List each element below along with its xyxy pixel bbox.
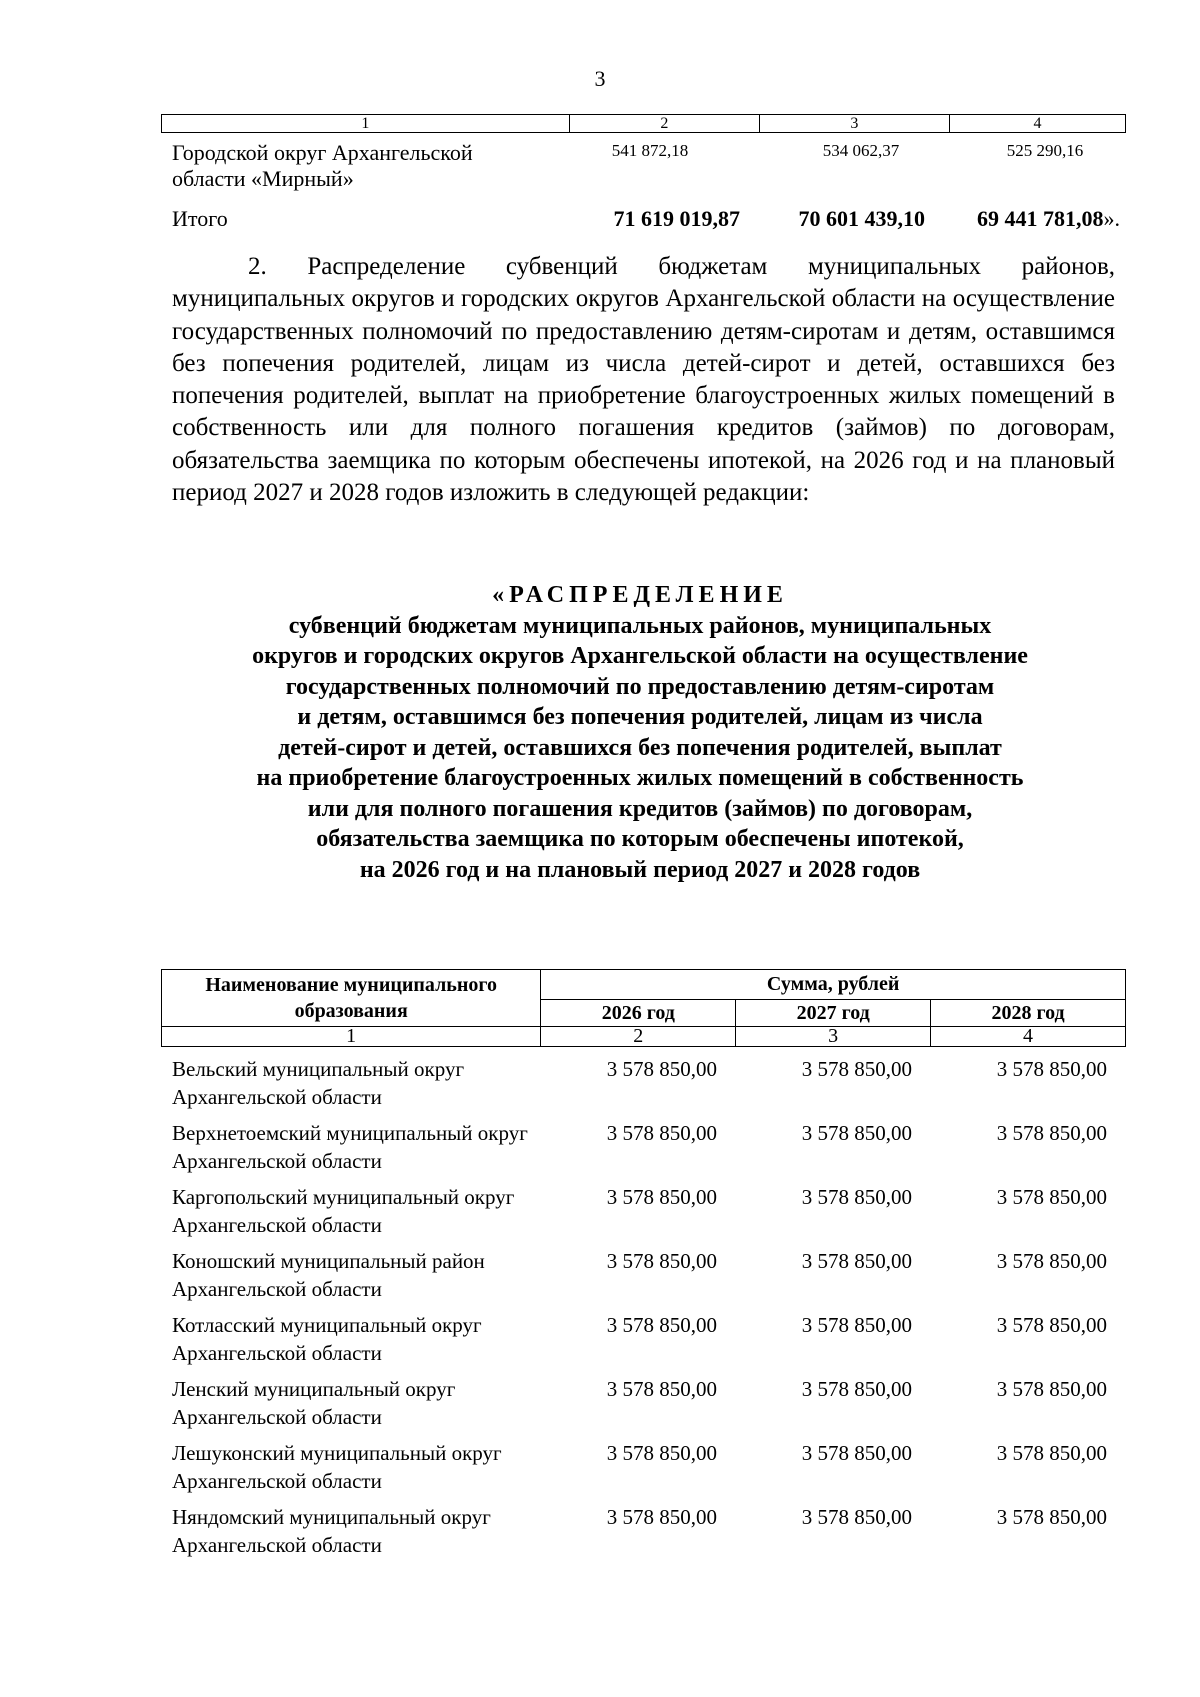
main-table-header [161,969,1126,1047]
header-year: 2026 год [541,1000,736,1027]
value-2026: 3 578 850,00 [606,1377,717,1401]
total-label: Итого [172,206,228,231]
col-number: 1 [162,115,570,133]
value-2028: 3 578 850,00 [996,1185,1107,1209]
title-line: округов и городских округов Архангельской области на осуществление [252,643,1028,669]
col-number: 4 [949,115,1125,133]
municipality-name: Каргопольский муниципальный округ Архангельской области [172,1185,515,1237]
top-row-2027: 534 062,37 [822,141,900,160]
total-2028-wrap [940,206,1120,232]
col-number: 2 [541,1027,736,1047]
municipality-name: Няндомский муниципальный округ Архангельской области [172,1505,491,1557]
value-2027: 3 578 850,00 [801,1377,912,1401]
municipality-name: Вельский муниципальный округ Архангельской области [172,1057,465,1109]
municipality-name: Коношский муниципальный район Архангельской области [172,1249,485,1301]
value-2027: 3 578 850,00 [801,1505,912,1529]
top-table-header [161,114,1126,133]
top-row-2026: 541 872,18 [611,141,689,160]
total-2026: 71 619 019,87 [613,206,740,231]
value-2028: 3 578 850,00 [996,1505,1107,1529]
municipality-name: Лешуконский муниципальный округ Архангельской области [172,1441,502,1493]
total-2027: 70 601 439,10 [798,206,925,231]
municipality-name: Котласский муниципальный округ Архангельской области [172,1313,482,1365]
total-suffix: ». [1103,206,1120,231]
title-line: обязательства заемщика по которым обеспечены ипотекой, [316,826,964,852]
title-line: на 2026 год и на плановый период 2027 и 2028 годов [359,856,921,883]
value-2027: 3 578 850,00 [801,1249,912,1273]
value-2028: 3 578 850,00 [996,1057,1107,1081]
value-2026: 3 578 850,00 [606,1057,717,1081]
value-2027: 3 578 850,00 [801,1121,912,1145]
value-2026: 3 578 850,00 [606,1185,717,1209]
title-line: детей-сирот и детей, оставшихся без попечения родителей, выплат [278,734,1002,761]
total-2028: 69 441 781,08 [977,206,1104,231]
title-heading: «РАСПРЕДЕЛЕНИЕ [492,582,788,608]
value-2027: 3 578 850,00 [801,1441,912,1465]
value-2027: 3 578 850,00 [801,1057,912,1081]
value-2026: 3 578 850,00 [606,1121,717,1145]
title-line: и детям, оставшимся без попечения родителей, лицам из числа [297,704,983,730]
title-line: на приобретение благоустроенных жилых помещений в собственность [256,765,1024,791]
col-number: 2 [569,115,759,133]
value-2028: 3 578 850,00 [996,1249,1107,1273]
value-2027: 3 578 850,00 [801,1313,912,1337]
col-number: 3 [759,115,949,133]
top-row-2028: 525 290,16 [1006,141,1084,160]
municipality-name: Ленский муниципальный округ Архангельской области [172,1377,456,1429]
value-2028: 3 578 850,00 [996,1377,1107,1401]
body-paragraph: 2. Распределение субвенций бюджетам муниципальных районов, муниципальных округов и городских округов Архангельской области на осуществление государственных полномочий по предоставлению детям-сиротам и детям, оставшимся без попечения родителей, лицам из числа детей-сирот и детей, оставшихся без попечения родителей, выплат на приобретение благоустроенных жилых помещений в собственность или для полного погашения кредитов (займов) по договорам, обязательства заемщика по которым обеспечены ипотекой, на 2026 год и на плановый период 2027 и 2028 годов изложить в следующей редакции: [172,253,1115,507]
header-year: 2028 год [931,1000,1126,1027]
title-line: или для полного погашения кредитов (займов) по договорам, [307,795,973,822]
col-number: 1 [162,1027,541,1047]
value-2027: 3 578 850,00 [801,1185,912,1209]
col-number: 4 [931,1027,1126,1047]
page-number: 3 [594,66,606,91]
top-row-name: Городской округ Архангельской области «Мирный» [172,140,473,191]
distribution-title [140,580,1140,885]
value-2026: 3 578 850,00 [606,1313,717,1337]
municipality-name: Верхнетоемский муниципальный округ Архангельской области [172,1121,528,1173]
header-name: Наименование муниципального образования [162,970,541,1027]
title-line: государственных полномочий по предоставлению детям-сиротам [285,673,995,700]
value-2026: 3 578 850,00 [606,1441,717,1465]
value-2028: 3 578 850,00 [996,1313,1107,1337]
value-2026: 3 578 850,00 [606,1249,717,1273]
header-sum: Сумма, рублей [541,970,1126,1000]
value-2026: 3 578 850,00 [606,1505,717,1529]
value-2028: 3 578 850,00 [996,1121,1107,1145]
title-line: субвенций бюджетам муниципальных районов, муниципальных [288,612,992,639]
header-year: 2027 год [736,1000,931,1027]
col-number: 3 [736,1027,931,1047]
value-2028: 3 578 850,00 [996,1441,1107,1465]
